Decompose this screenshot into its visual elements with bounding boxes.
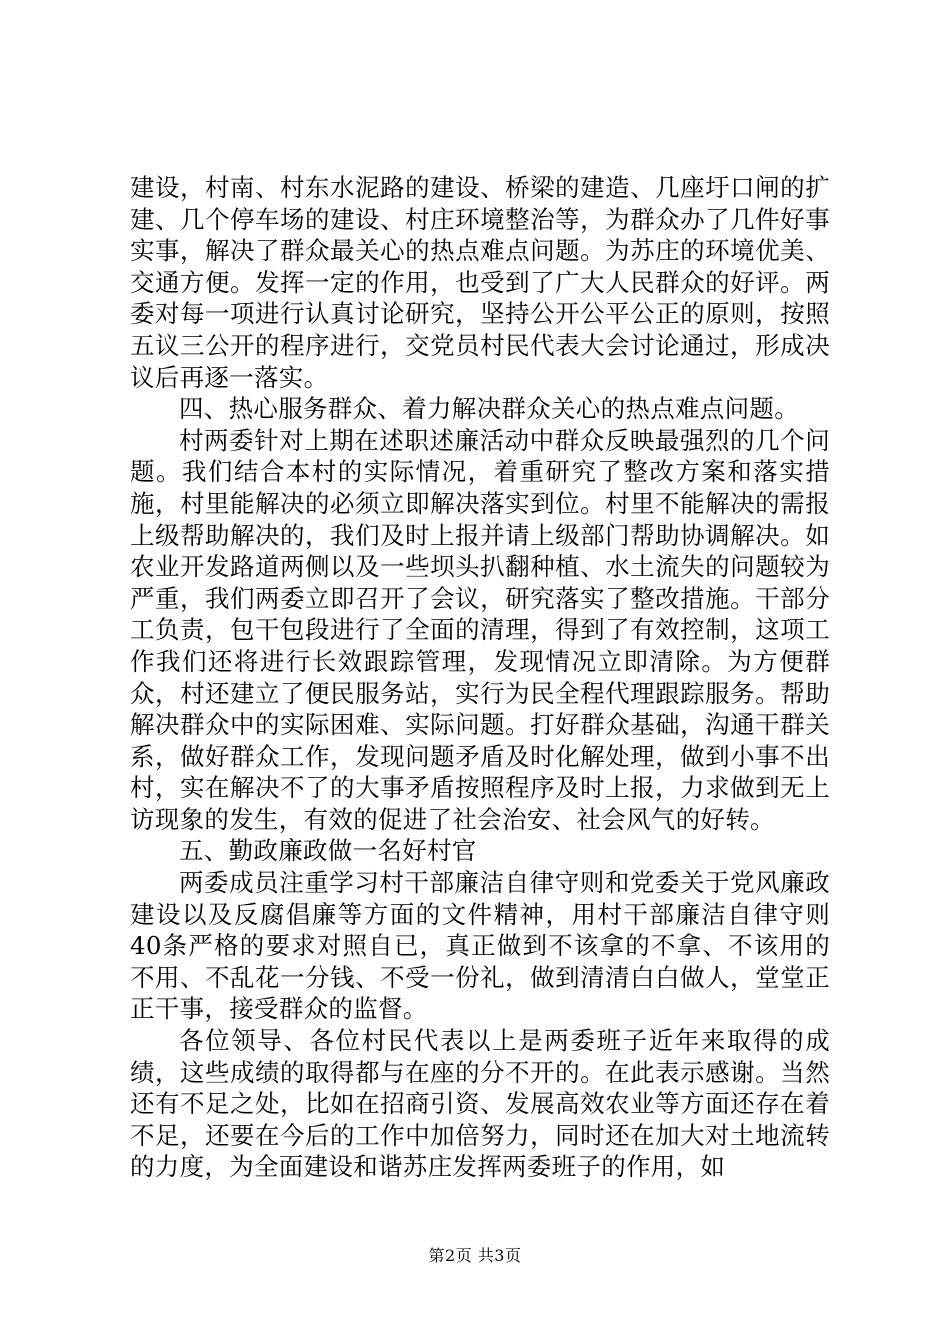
paragraph-integrity: 两委成员注重学习村干部廉洁自律守则和党委关于党风廉政建设以及反腐倡廉等方面的文件精神，用村干部廉洁自律守则40条严格的要求对照自已，真正做到不该拿的不拿、不该用的不用、不乱花一分钱、不受一份礼，做到清清白白做人，堂堂正正干事，接受群众的监督。 — [130, 868, 830, 1024]
document-body — [130, 172, 830, 1183]
section-heading-4: 四、热心服务群众、着力解决群众关心的热点难点问题。 — [179, 394, 799, 424]
paragraph-closing: 各位领导、各位村民代表以上是两委班子近年来取得的成绩，这些成绩的取得都与在座的分不开的。在此表示感谢。当然还有不足之处，比如在招商引资、发展高效农业等方面还存在着不足，还要在今后的工作中加倍努力，同时还在加大对土地流转的力度，为全面建设和谐苏庄发挥两委班子的作用，如 — [130, 1026, 830, 1182]
section-heading-5: 五、勤政廉政做一名好村官 — [179, 836, 477, 866]
page-number-footer: 第2页 共3页 — [428, 1246, 522, 1265]
paragraph-service: 村两委针对上期在述职述廉活动中群众反映最强烈的几个问题。我们结合本村的实际情况，着重研究了整改方案和落实措施，村里能解决的必须立即解决落实到位。村里不能解决的需报上级帮助解决的，我们及时上报并请上级部门帮助协调解决。如农业开发路道两侧以及一些坝头扒翻种植、水土流失的问题较为严重，我们两委立即召开了会议，研究落实了整改措施。干部分工负责，包干包段进行了全面的清理，得到了有效控制，这项工作我们还将进行长效跟踪管理，发现情况立即清除。为方便群众，村还建立了便民服务站，实行为民全程代理跟踪服务。帮助解决群众中的实际困难、实际问题。打好群众基础，沟通干群关系，做好群众工作，发现问题矛盾及时化解处理，做到小事不出村，实在解决不了的大事矛盾按照程序及时上报，力求做到无上访现象的发生，有效的促进了社会治安、社会风气的好转。 — [130, 425, 830, 834]
paragraph-continuation: 建设，村南、村东水泥路的建设、桥梁的建造、几座圩口闸的扩建、几个停车场的建设、村庄环境整治等，为群众办了几件好事实事，解决了群众最关心的热点难点问题。为苏庄的环境优美、交通方便。发挥一定的作用，也受到了广大人民群众的好评。两委对每一项进行认真讨论研究，坚持公开公平公正的原则，按照五议三公开的程序进行，交党员村民代表大会讨论通过，形成决议后再逐一落实。 — [130, 173, 830, 392]
